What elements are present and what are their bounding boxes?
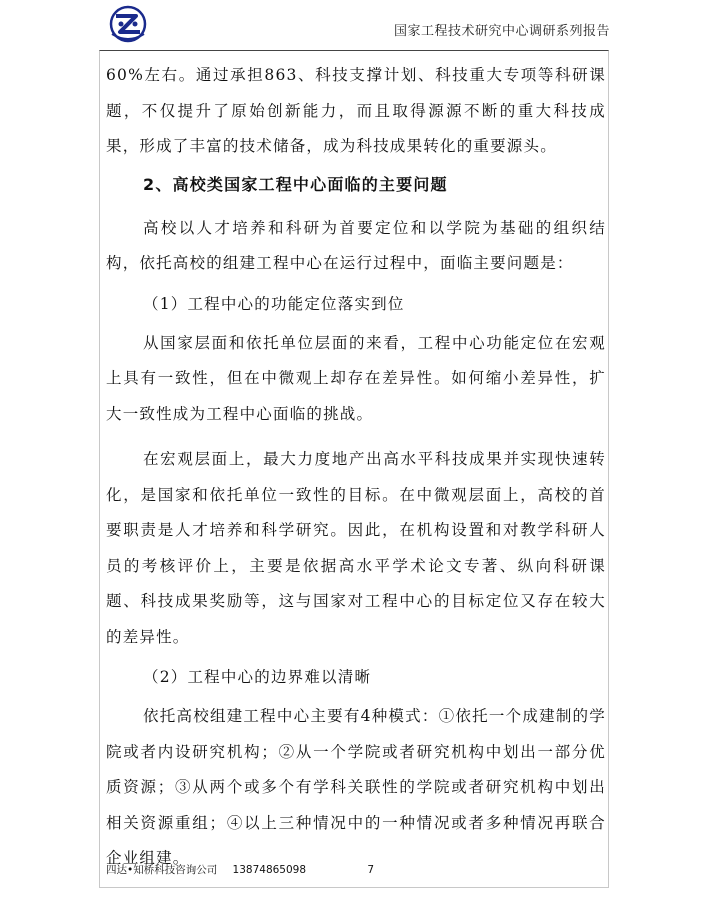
paragraph-macro-level: 在宏观层面上，最大力度地产出高水平科技成果并实现快速转化，是国家和依托单位一致性的目标。在中微观层面上，高校的首要职责是人才培养和科学研究。因此，在机构设置和对教学科研人员的考核评价上，主要是依据高水平学术论文专著、纵向科研课题、科技成果奖励等，这与国家对工程中心的目标定位又存在较大的差异性。 bbox=[106, 450, 606, 646]
page-footer bbox=[106, 862, 374, 877]
paragraph-continuation: 60%左右。通过承担863、科技支撑计划、科技重大专项等科研课题，不仅提升了原始创新能力，而且取得源源不断的重大科技成果，形成了丰富的技术储备，成为科技成果转化的重要源头。 bbox=[106, 66, 606, 155]
subheading-boundary: （2）工程中心的边界难以清晰 bbox=[143, 668, 372, 686]
header-title: 国家工程技术研究中心调研系列报告 bbox=[393, 24, 610, 39]
page-number: 7 bbox=[367, 864, 375, 876]
section-heading: 2、高校类国家工程中心面临的主要问题 bbox=[143, 174, 448, 194]
paragraph-intro: 高校以人才培养和科研为首要定位和以学院为基础的组织结构，依托高校的组建工程中心在运行过程中，面临主要问题是： bbox=[106, 218, 606, 272]
document-body bbox=[106, 58, 606, 877]
subheading-function-positioning: （1）工程中心的功能定位落实到位 bbox=[143, 294, 405, 313]
footer-company: 四达•知桥科技咨询公司 bbox=[106, 864, 218, 876]
sd-logo-icon bbox=[108, 4, 148, 44]
page-header bbox=[0, 0, 714, 52]
paragraph-national-level: 从国家层面和依托单位层面的来看，工程中心功能定位在宏观上具有一致性，但在中微观上却存在差异性。如何缩小差异性，扩大一致性成为工程中心面临的挑战。 bbox=[106, 333, 606, 423]
footer-phone: 13874865098 bbox=[232, 864, 307, 876]
paragraph-four-modes: 依托高校组建工程中心主要有4种模式：①依托一个成建制的学院或者内设研究机构；②从一个学院或者研究机构中划出一部分优质资源；③从两个或多个有学科关联性的学院或者研究机构中划出相关资源重组；④以上三种情况中的一种情况或者多种情况再联合企业组建。 bbox=[106, 707, 606, 867]
